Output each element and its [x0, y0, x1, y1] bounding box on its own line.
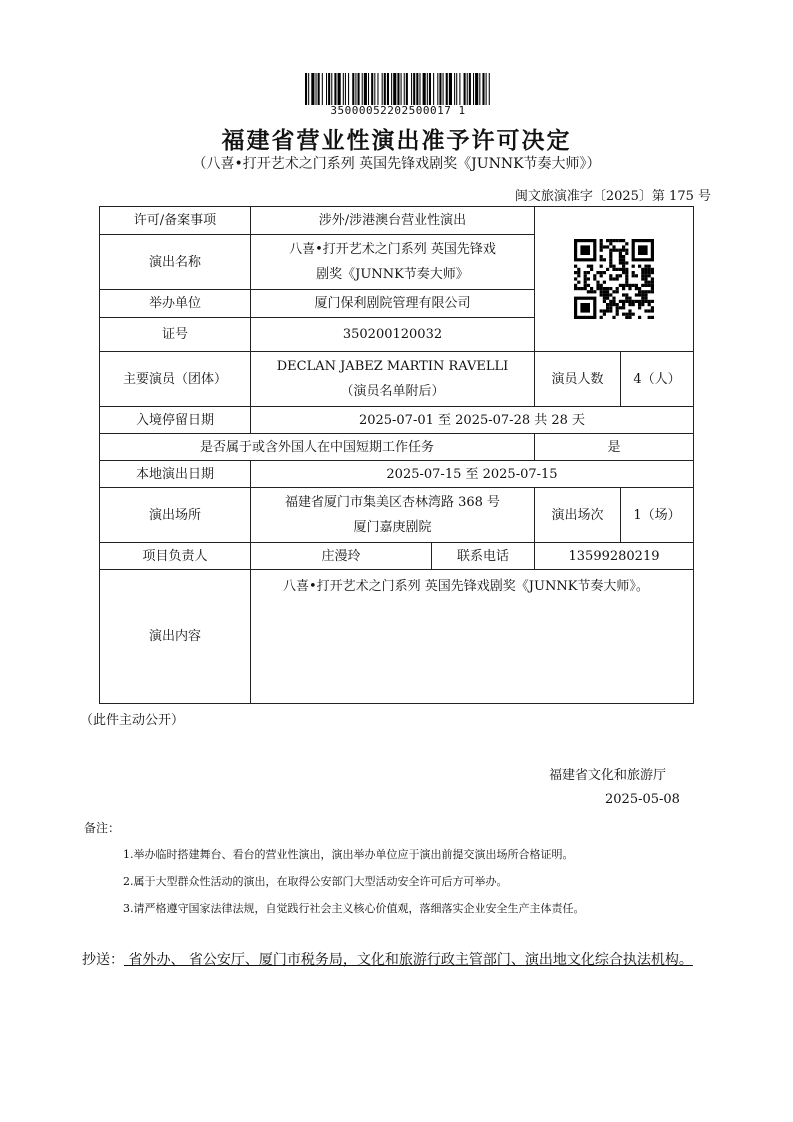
venue-line2: 厦门嘉庚剧院	[353, 520, 432, 535]
permit-type-value: 涉外/涉港澳台营业性演出	[251, 207, 535, 235]
public-note: （此件主动公开）	[80, 713, 185, 728]
manager-value: 庄漫玲	[251, 543, 432, 570]
show-name-line1: 八喜•打开艺术之门系列 英国先锋戏	[289, 242, 496, 257]
license-value: 350200120032	[251, 318, 535, 352]
qr-cell	[535, 207, 694, 352]
note-2: 2.属于大型群众性活动的演出，在取得公安部门大型活动安全许可后方可举办。	[123, 875, 508, 888]
license-label: 证号	[100, 318, 251, 352]
note-3: 3.请严格遵守国家法律法规，自觉践行社会主义核心价值观，落细落实企业安全生产主体责任。	[123, 902, 585, 915]
performers-line1: DECLAN JABEZ MARTIN RAVELLI	[276, 359, 509, 374]
show-name-value	[251, 235, 535, 290]
qr-code	[574, 239, 654, 319]
permit-type-label: 许可/备案事项	[100, 207, 251, 235]
sessions-label: 演出场次	[535, 488, 621, 543]
foreign-work-label: 是否属于或含外国人在中国短期工作任务	[100, 434, 535, 461]
stay-value: 2025-07-01 至 2025-07-28 共 28 天	[251, 407, 694, 434]
stay-label: 入境停留日期	[100, 407, 251, 434]
performer-count-value: 4（人）	[621, 352, 694, 407]
manager-label: 项目负责人	[100, 543, 251, 570]
document-title: 福建省营业性演出准予许可决定	[221, 128, 572, 154]
local-date-value: 2025-07-15 至 2025-07-15	[251, 461, 694, 488]
notes-label: 备注：	[84, 821, 121, 835]
venue-line1: 福建省厦门市集美区杏林湾路 368 号	[284, 495, 501, 510]
issue-date: 2025-05-08	[605, 792, 680, 807]
phone-value: 13599280219	[535, 543, 694, 570]
note-1: 1.举办临时搭建舞台、看台的营业性演出，演出举办单位应于演出前提交演出场所合格证明。	[123, 848, 574, 861]
venue-label: 演出场所	[100, 488, 251, 543]
phone-label: 联系电话	[432, 543, 535, 570]
permit-table	[99, 206, 694, 704]
content-value	[251, 570, 694, 704]
local-date-label: 本地演出日期	[100, 461, 251, 488]
cc-block	[82, 947, 714, 974]
barcode	[305, 73, 491, 105]
cc-label: 抄送：	[82, 952, 124, 968]
content-label: 演出内容	[100, 570, 251, 704]
content-text: 八喜•打开艺术之门系列 英国先锋戏剧奖《JUNNK节奏大师》。	[283, 579, 649, 594]
issuer: 福建省文化和旅游厅	[549, 768, 667, 783]
organizer-value: 厦门保利剧院管理有限公司	[251, 290, 535, 318]
show-name-label: 演出名称	[100, 235, 251, 290]
performers-label: 主要演员（团体）	[100, 352, 251, 407]
venue-value	[251, 488, 535, 543]
performers-line2: （演员名单附后）	[340, 384, 445, 399]
foreign-work-value: 是	[535, 434, 694, 461]
document-number: 闽文旅演准字〔2025〕第 175 号	[514, 189, 711, 204]
sessions-value: 1（场）	[621, 488, 694, 543]
document-subtitle: （八喜•打开艺术之门系列 英国先锋戏剧奖《JUNNK节奏大师》）	[192, 156, 601, 172]
performers-value	[251, 352, 535, 407]
show-name-line2: 剧奖《JUNNK节奏大师》	[316, 267, 469, 282]
organizer-label: 举办单位	[100, 290, 251, 318]
barcode-number: 35000052202500017 1	[330, 104, 466, 117]
cc-value: 省外办、 省公安厅、厦门市税务局，文化和旅游行政主管部门、演出地文化综合执法机构。	[124, 952, 693, 968]
performer-count-label: 演员人数	[535, 352, 621, 407]
